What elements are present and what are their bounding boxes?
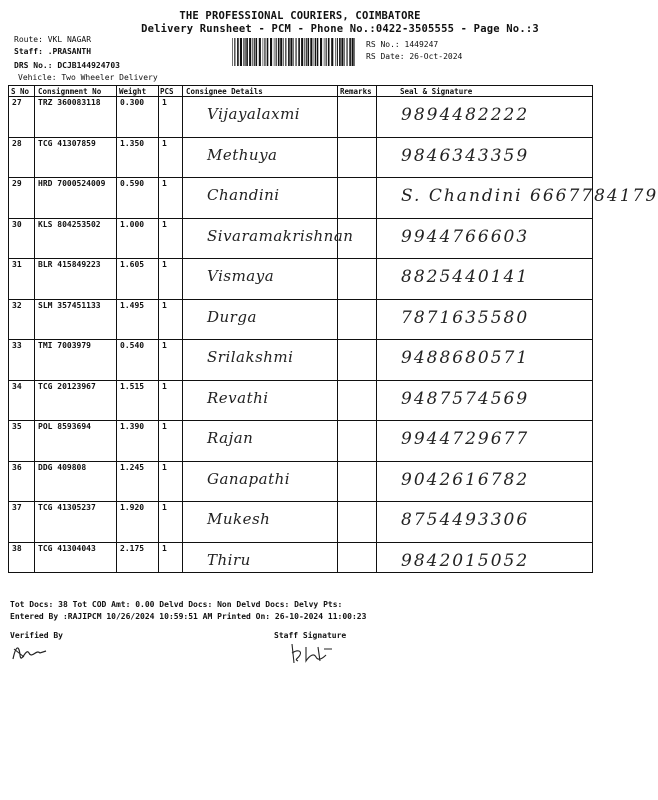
- row-phone-handwriting: 9846343359: [401, 145, 530, 166]
- row-consignee-handwriting: Chandini: [207, 186, 280, 204]
- row-weight: 1.495: [120, 300, 145, 310]
- row-weight: 0.540: [120, 341, 145, 350]
- runsheet-subtitle: Delivery Runsheet - PCM - Phone No.:0422-3505555 - Page No.:3: [141, 23, 539, 35]
- col-header-sno: S No: [11, 87, 30, 96]
- row-phone-handwriting: 9042616782: [401, 469, 530, 490]
- row-phone-handwriting: 9944766603: [401, 226, 530, 247]
- staff-signature-image: [288, 641, 336, 665]
- col-header-seal-signature: Seal & Signature: [400, 87, 473, 96]
- row-pcs: 1: [162, 98, 167, 107]
- row-consignee-handwriting: Vismaya: [207, 267, 275, 285]
- row-weight: 1.000: [120, 219, 145, 229]
- row-consignment-no: POL 8593694: [38, 422, 91, 431]
- row-pcs: 1: [162, 503, 167, 512]
- row-consignee-handwriting: Vijayalaxmi: [207, 105, 301, 123]
- vehicle-label: Vehicle: Two Wheeler Delivery: [18, 73, 158, 82]
- row-phone-handwriting: 8825440141: [401, 267, 530, 287]
- row-pcs: 1: [162, 341, 167, 350]
- row-sno: 34: [12, 381, 22, 391]
- verifier-signature-image: [10, 641, 50, 663]
- row-pcs: 1: [162, 462, 167, 472]
- table-row: [9, 96, 592, 137]
- row-weight: 1.515: [120, 381, 145, 391]
- row-sno: 36: [12, 462, 22, 472]
- row-pcs: 1: [162, 422, 167, 431]
- row-consignment-no: SLM 357451133: [38, 300, 101, 310]
- verified-by-label: Verified By: [10, 631, 63, 640]
- row-consignment-no: TCG 20123967: [38, 381, 96, 391]
- row-consignee-handwriting: Ganapathi: [207, 469, 291, 488]
- row-sno: 35: [12, 422, 22, 431]
- row-pcs: 1: [162, 260, 167, 269]
- col-header-remarks: Remarks: [340, 87, 372, 96]
- row-phone-handwriting: 8754493306: [401, 510, 530, 530]
- row-phone-handwriting: 9894482222: [401, 105, 530, 125]
- row-consignee-handwriting: Sivaramakrishnan: [207, 226, 354, 245]
- col-header-weight: Weight: [119, 87, 147, 96]
- row-phone-handwriting: 7871635580: [401, 307, 530, 328]
- row-phone-handwriting: 9842015052: [401, 550, 530, 571]
- row-consignee-handwriting: Revathi: [207, 388, 269, 407]
- table-row: [9, 380, 592, 421]
- route-label: Route: VKL NAGAR: [14, 35, 92, 44]
- row-sno: 38: [12, 543, 22, 553]
- row-sno: 37: [12, 503, 22, 512]
- row-sno: 32: [12, 300, 22, 310]
- row-pcs: 1: [162, 138, 167, 148]
- col-header-consignment: Consignment No: [38, 87, 102, 96]
- row-weight: 0.300: [120, 98, 145, 107]
- col-header-consignee: Consignee Details: [186, 87, 263, 96]
- row-sno: 27: [12, 98, 22, 107]
- row-consignee-handwriting: Rajan: [207, 429, 254, 447]
- row-weight: 2.175: [120, 543, 145, 553]
- company-title: THE PROFESSIONAL COURIERS, COIMBATORE: [179, 10, 421, 22]
- row-sno: 31: [12, 260, 22, 269]
- row-consignment-no: TRZ 360083118: [38, 98, 101, 107]
- row-sno: 30: [12, 219, 22, 229]
- table-row: [9, 461, 592, 502]
- row-pcs: 1: [162, 300, 167, 310]
- row-consignment-no: DDG 409808: [38, 462, 87, 472]
- table-row: [9, 177, 658, 218]
- row-consignee-handwriting: Methuya: [207, 145, 278, 164]
- entered-by-line: Entered By :RAJIPCM 10/26/2024 10:59:51 AM Printed On: 26-10-2024 11:00:23: [10, 612, 367, 621]
- row-consignment-no: BLR 415849223: [38, 260, 101, 269]
- row-pcs: 1: [162, 219, 167, 229]
- row-weight: 1.605: [120, 260, 145, 269]
- row-consignment-no: TMI 7003979: [38, 341, 91, 350]
- row-consignee-handwriting: Mukesh: [207, 510, 271, 528]
- row-phone-handwriting: 9488680571: [401, 348, 530, 368]
- table-row: [9, 258, 592, 299]
- row-pcs: 1: [162, 543, 167, 553]
- table-row: [9, 137, 592, 178]
- row-consignee-handwriting: Srilakshmi: [207, 348, 294, 366]
- barcode-image: [232, 38, 358, 66]
- table-row: [9, 542, 592, 583]
- staff-signature-label: Staff Signature: [274, 631, 347, 640]
- totals-line: Tot Docs: 38 Tot COD Amt: 0.00 Delvd Docs: Non Delvd Docs: Delvy Pts:: [10, 600, 343, 609]
- row-phone-handwriting: 9944729677: [401, 429, 530, 449]
- row-consignment-no: TCG 41307859: [38, 138, 96, 148]
- col-header-pcs: PCS: [160, 87, 174, 96]
- row-sno: 33: [12, 341, 22, 350]
- table-row: [9, 420, 592, 461]
- row-consignment-no: TCG 41304043: [38, 543, 96, 553]
- row-consignee-handwriting: Durga: [207, 307, 257, 326]
- row-weight: 0.590: [120, 179, 145, 188]
- row-consignee-handwriting: Thiru: [207, 550, 251, 569]
- table-row: [9, 299, 592, 340]
- row-consignment-no: KLS 804253502: [38, 219, 101, 229]
- row-weight: 1.390: [120, 422, 145, 431]
- row-sno: 28: [12, 138, 22, 148]
- table-row: [9, 501, 592, 542]
- row-pcs: 1: [162, 381, 167, 391]
- row-weight: 1.920: [120, 503, 145, 512]
- table-row: [9, 339, 592, 380]
- rs-number: RS No.: 1449247: [366, 40, 439, 49]
- row-consignment-no: HRD 7000524009: [38, 179, 106, 188]
- drs-number: DRS No.: DCJB144924703: [14, 61, 120, 70]
- rs-date: RS Date: 26-Oct-2024: [366, 52, 463, 61]
- staff-label: Staff: .PRASANTH: [14, 47, 92, 56]
- row-weight: 1.350: [120, 138, 145, 148]
- row-phone-handwriting: 9487574569: [401, 388, 530, 409]
- row-pcs: 1: [162, 179, 167, 188]
- row-weight: 1.245: [120, 462, 145, 472]
- table-row: [9, 218, 592, 259]
- row-phone-handwriting: S. Chandini 6667784179: [401, 186, 658, 206]
- runsheet-table: [8, 85, 658, 573]
- row-consignment-no: TCG 41305237: [38, 503, 96, 512]
- row-sno: 29: [12, 179, 22, 188]
